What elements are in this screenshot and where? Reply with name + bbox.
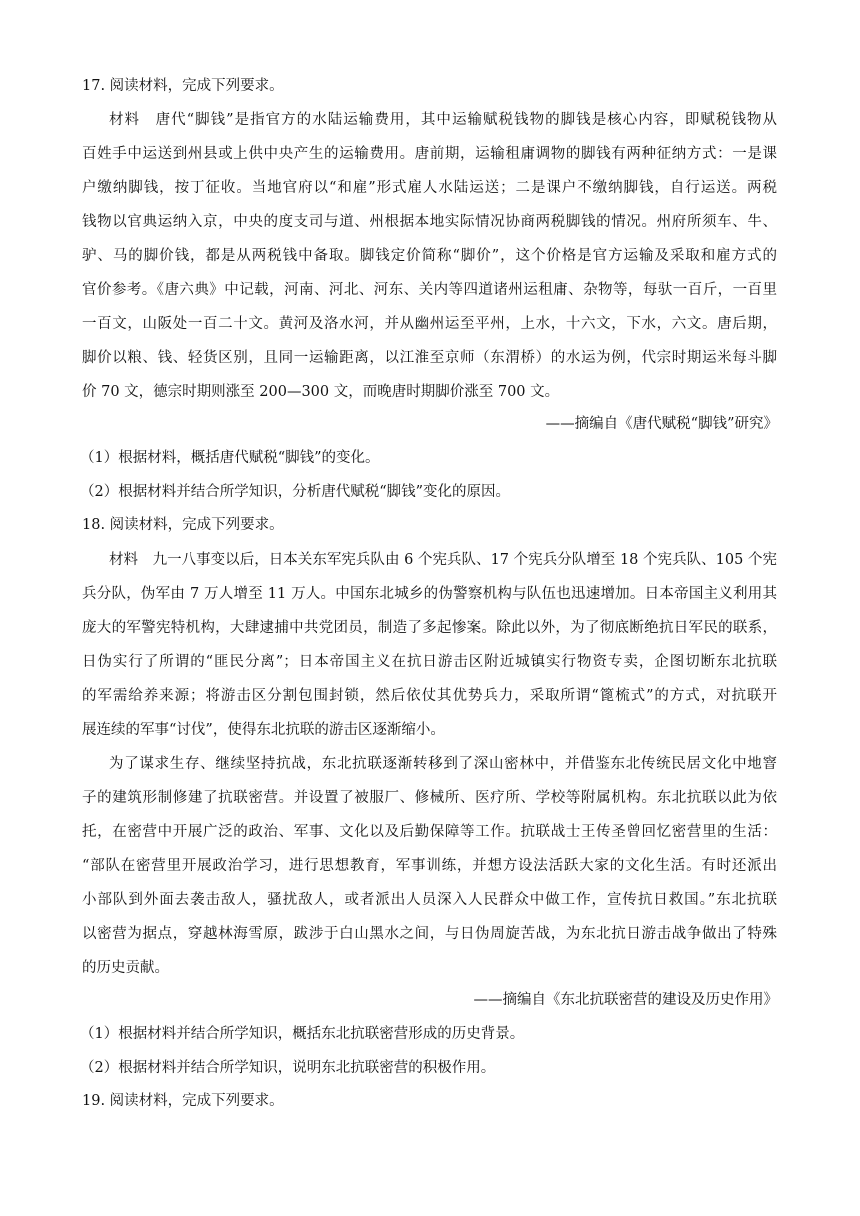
q18-material-line: 为了谋求生存、继续坚持抗战，东北抗联逐渐转移到了深山密林中，并借鉴东北传统民居文化中地窨 <box>109 756 777 772</box>
q18-subquestion-2: （2）根据材料并结合所学知识，说明东北抗联密营的积极作用。 <box>80 1060 496 1076</box>
question-19-title: 19. 阅读材料，完成下列要求。 <box>82 1093 284 1109</box>
q18-material-line: “部队在密营里开展政治学习，进行思想教育，军事训练，并想方设法活跃大家的文化生活。有时还派出 <box>82 858 777 874</box>
q18-material-line: 庞大的军警宪特机构，大肆逮捕中共党团员，制造了多起惨案。除此以外，为了彻底断绝抗日军民的联系， <box>82 620 777 636</box>
q18-material-line: 以密营为据点，穿越林海雪原，跋涉于白山黑水之间，与日伪周旋苦战，为东北抗日游击战争做出了特殊 <box>82 926 777 942</box>
q18-material-line: 兵分队，伪军由 7 万人增至 11 万人。中国东北城乡的伪警察机构与队伍也迅速增加。日本帝国主义利用其 <box>82 586 777 602</box>
q18-material-line: 的历史贡献。 <box>82 960 169 976</box>
q17-material-line: 百姓手中运送到州县或上供中央产生的运输费用。唐前期，运输租庸调物的脚钱有两种征纳方式：一是课 <box>82 146 777 162</box>
q18-material-line: 托，在密营中开展广泛的政治、军事、文化以及后勤保障等工作。抗联战士王传圣曾回忆密营里的生活： <box>82 824 777 840</box>
q18-subquestion-1: （1）根据材料并结合所学知识，概括东北抗联密营形成的历史背景。 <box>80 1026 525 1042</box>
q18-material-line: 材料 九一八事变以后，日本关东军宪兵队由 6 个宪兵队、17 个宪兵分队增至 18 个宪兵队、105 个宪 <box>109 552 777 568</box>
q17-material-line: 脚价以粮、钱、轻货区别，且同一运输距离，以江淮至京师（东渭桥）的水运为例，代宗时期运米每斗脚 <box>82 350 777 366</box>
q17-subquestion-1: （1）根据材料，概括唐代赋税“脚钱”的变化。 <box>80 450 380 466</box>
q17-material-line: 户缴纳脚钱，按丁征收。当地官府以“和雇”形式雇人水陆运送；二是课户不缴纳脚钱，自行运送。两税 <box>82 180 777 196</box>
q17-subquestion-2: （2）根据材料并结合所学知识，分析唐代赋税“脚钱”变化的原因。 <box>80 484 511 500</box>
q18-material-line: 的军需给养来源；将游击区分割包围封锁，然后依仗其优势兵力，采取所谓“篦梳式”的方式，对抗联开 <box>82 688 777 704</box>
q18-material-line: 展连续的军事“讨伐”，使得东北抗联的游击区逐渐缩小。 <box>82 722 445 738</box>
q17-source: ——摘编自《唐代赋税“脚钱”研究》 <box>545 416 778 432</box>
q18-material-line: 子的建筑形制修建了抗联密营。并设置了被服厂、修械所、医疗所、学校等附属机构。东北抗联以此为依 <box>82 790 777 806</box>
q18-source: ——摘编自《东北抗联密营的建设及历史作用》 <box>473 992 778 1008</box>
q17-material-line: 钱物以官典运纳入京，中央的度支司与道、州根据本地实际情况协商两税脚钱的情况。州府所须车、牛、 <box>82 214 777 230</box>
question-18-title: 18. 阅读材料，完成下列要求。 <box>82 517 284 533</box>
q17-material-line: 一百文，山阪处一百二十文。黄河及洛水河，并从幽州运至平州，上水，十六文，下水，六文。唐后期， <box>82 316 777 332</box>
q18-material-line: 日伪实行了所谓的“匪民分离”；日本帝国主义在抗日游击区附近城镇实行物资专卖，企图切断东北抗联 <box>82 654 777 670</box>
q17-material-line: 价 70 文，德宗时期则涨至 200—300 文，而晚唐时期脚价涨至 700 文。 <box>82 384 560 400</box>
q17-material-line: 材料 唐代“脚钱”是指官方的水陆运输费用，其中运输赋税钱物的脚钱是核心内容，即赋税钱物从 <box>109 112 777 128</box>
question-17-title: 17. 阅读材料，完成下列要求。 <box>82 78 284 94</box>
q17-material-line: 官价参考。《唐六典》中记载，河南、河北、河东、关内等四道诸州运租庸、杂物等，每驮一百斤，一百里 <box>82 282 777 298</box>
q18-material-line: 小部队到外面去袭击敌人，骚扰敌人，或者派出人员深入人民群众中做工作，宣传抗日救国。”东北抗联 <box>82 892 777 908</box>
q17-material-line: 驴、马的脚价钱，都是从两税钱中备取。脚钱定价简称“脚价”，这个价格是官方运输及采取和雇方式的 <box>82 248 777 264</box>
